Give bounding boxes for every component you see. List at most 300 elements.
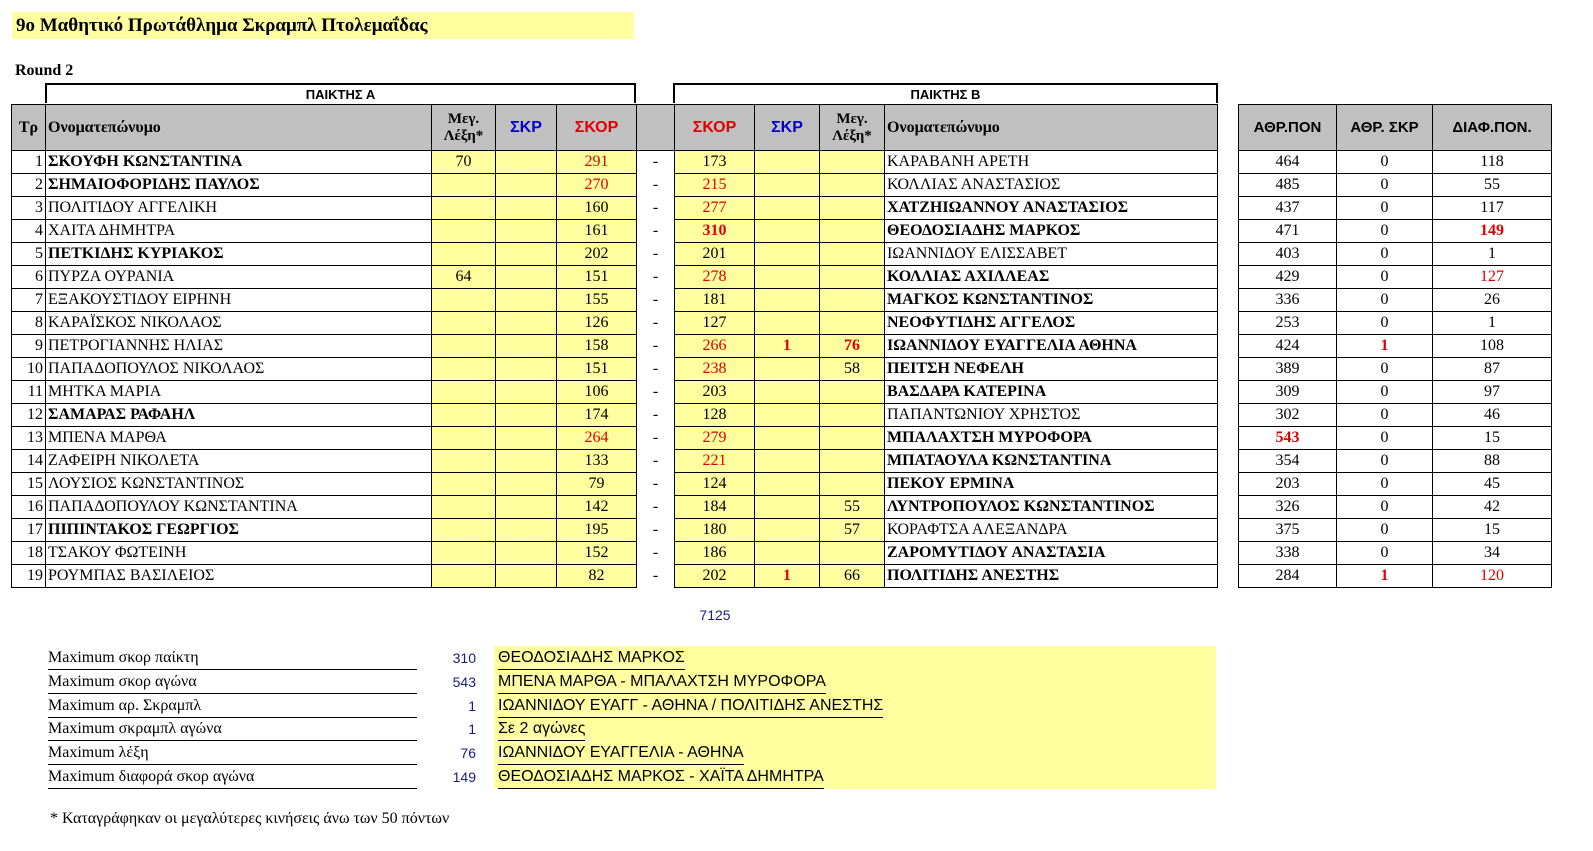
totals-row — [1239, 450, 1552, 473]
player-a-score: 291 — [557, 151, 637, 174]
table-row — [12, 197, 1218, 220]
total-points: 471 — [1239, 220, 1337, 243]
player-b-name: ΜΑΓΚΟΣ ΚΩΝΣΤΑΝΤΙΝΟΣ — [885, 289, 1218, 312]
score-diff: 26 — [1433, 289, 1552, 312]
col-word-b: Μεγ. Λέξη* — [820, 105, 885, 151]
row-table-number: 14 — [12, 450, 46, 473]
results-header-row — [12, 105, 1218, 151]
totals-header-row — [1239, 105, 1552, 151]
total-skr: 0 — [1337, 381, 1433, 404]
player-a-name: ΛΟΥΣΙΟΣ ΚΩΝΣΤΑΝΤΙΝΟΣ — [46, 473, 432, 496]
row-table-number: 8 — [12, 312, 46, 335]
player-a-name: ΠΙΠΙΝΤΑΚΟΣ ΓΕΩΡΓΙΟΣ — [46, 519, 432, 542]
total-points: 437 — [1239, 197, 1337, 220]
player-b-name: ΙΩΑΝΝΙΔΟΥ ΕΛΙΣΣΑΒΕΤ — [885, 243, 1218, 266]
player-a-name: ΣΑΜΑΡΑΣ ΡΑΦΑΗΛ — [46, 404, 432, 427]
total-skr: 0 — [1337, 312, 1433, 335]
separator: - — [637, 358, 675, 381]
total-points: 485 — [1239, 174, 1337, 197]
row-table-number: 19 — [12, 565, 46, 588]
player-b-name: ΚΟΡΑΦΤΣΑ ΑΛΕΞΑΝΔΡΑ — [885, 519, 1218, 542]
total-skr: 0 — [1337, 473, 1433, 496]
player-a-name: ΠΟΛΙΤΙΔΟΥ ΑΓΓΕΛΙΚΗ — [46, 197, 432, 220]
player-a-score: 158 — [557, 335, 637, 358]
player-b-header: ΠΑΙΚΤΗΣ Β — [673, 83, 1218, 103]
player-a-max-word — [432, 312, 496, 335]
summary-label: Maximum λέξη — [48, 741, 417, 765]
totals-row — [1239, 335, 1552, 358]
col-skr-b: ΣΚΡ — [755, 105, 820, 151]
score-diff: 88 — [1433, 450, 1552, 473]
col-diff: ΔΙΑΦ.ΠΟΝ. — [1433, 105, 1552, 151]
totals-row — [1239, 151, 1552, 174]
table-row — [12, 565, 1218, 588]
row-table-number: 1 — [12, 151, 46, 174]
separator: - — [637, 565, 675, 588]
round-label: Round 2 — [15, 62, 74, 79]
table-row — [12, 243, 1218, 266]
player-b-skr — [755, 358, 820, 381]
totals-row — [1239, 542, 1552, 565]
player-b-skr — [755, 266, 820, 289]
separator: - — [637, 496, 675, 519]
row-table-number: 17 — [12, 519, 46, 542]
player-b-max-word — [820, 289, 885, 312]
player-a-skr — [496, 450, 557, 473]
separator: - — [637, 450, 675, 473]
footnote: * Καταγράφηκαν οι μεγαλύτερες κινήσεις άνω των 50 πόντων — [50, 810, 450, 827]
separator: - — [637, 220, 675, 243]
player-a-skr — [496, 243, 557, 266]
total-skr: 1 — [1337, 565, 1433, 588]
player-a-max-word — [432, 220, 496, 243]
table-row — [12, 473, 1218, 496]
player-b-score: 278 — [675, 266, 755, 289]
row-table-number: 4 — [12, 220, 46, 243]
player-a-max-word — [432, 243, 496, 266]
total-skr: 0 — [1337, 427, 1433, 450]
player-a-name: ΣΗΜΑΙΟΦΟΡΙΔΗΣ ΠΑΥΛΟΣ — [46, 174, 432, 197]
totals-row — [1239, 519, 1552, 542]
player-a-name: ΚΑΡΑΪΣΚΟΣ ΝΙΚΟΛΑΟΣ — [46, 312, 432, 335]
player-b-score: 279 — [675, 427, 755, 450]
separator: - — [637, 174, 675, 197]
total-points: 302 — [1239, 404, 1337, 427]
table-row — [12, 266, 1218, 289]
table-row — [12, 381, 1218, 404]
player-a-name: ΠΕΤΚΙΔΗΣ ΚΥΡΙΑΚΟΣ — [46, 243, 432, 266]
player-b-score: 203 — [675, 381, 755, 404]
total-points: 543 — [1239, 427, 1337, 450]
separator: - — [637, 404, 675, 427]
player-b-skr — [755, 473, 820, 496]
totals-row — [1239, 312, 1552, 335]
player-a-max-word — [432, 335, 496, 358]
player-a-name: ΕΞΑΚΟΥΣΤΙΔΟΥ ΕΙΡΗΝΗ — [46, 289, 432, 312]
summary-value: 543 — [452, 673, 476, 690]
player-b-max-word: 58 — [820, 358, 885, 381]
score-diff: 117 — [1433, 197, 1552, 220]
player-b-name: ΚΟΛΛΙΑΣ ΑΝΑΣΤΑΣΙΟΣ — [885, 174, 1218, 197]
player-b-score: 277 — [675, 197, 755, 220]
score-diff: 15 — [1433, 519, 1552, 542]
player-a-skr — [496, 289, 557, 312]
player-a-name: ΣΚΟΥΦΗ ΚΩΝΣΤΑΝΤΙΝΑ — [46, 151, 432, 174]
player-b-max-word — [820, 381, 885, 404]
player-b-max-word — [820, 542, 885, 565]
summary-text: ΜΠΕΝΑ ΜΑΡΘΑ - ΜΠΑΛΑΧΤΣΗ ΜΥΡΟΦΟΡΑ — [498, 670, 826, 694]
player-b-name: ΜΠΑΤΑΟΥΛΑ ΚΩΝΣΤΑΝΤΙΝΑ — [885, 450, 1218, 473]
player-b-name: ΠΕΙΤΣΗ ΝΕΦΕΛΗ — [885, 358, 1218, 381]
col-score-b: ΣΚΟΡ — [675, 105, 755, 151]
player-a-max-word: 64 — [432, 266, 496, 289]
row-table-number: 7 — [12, 289, 46, 312]
col-total-points: ΑΘΡ.ΠΟΝ — [1239, 105, 1337, 151]
table-row — [12, 450, 1218, 473]
player-a-score: 202 — [557, 243, 637, 266]
separator: - — [637, 519, 675, 542]
separator: - — [637, 266, 675, 289]
row-table-number: 10 — [12, 358, 46, 381]
player-b-score: 173 — [675, 151, 755, 174]
summary-text: Σε 2 αγώνες — [498, 717, 585, 741]
total-skr: 0 — [1337, 220, 1433, 243]
totals-row — [1239, 266, 1552, 289]
summary-text: ΘΕΟΔΟΣΙΑΔΗΣ ΜΑΡΚΟΣ — [498, 646, 685, 670]
summary-value: 76 — [460, 745, 476, 762]
player-b-score: 127 — [675, 312, 755, 335]
score-diff: 149 — [1433, 220, 1552, 243]
score-diff: 127 — [1433, 266, 1552, 289]
player-b-skr — [755, 519, 820, 542]
score-diff: 34 — [1433, 542, 1552, 565]
player-a-header: ΠΑΙΚΤΗΣ Α — [45, 83, 636, 103]
separator: - — [637, 542, 675, 565]
total-skr: 0 — [1337, 266, 1433, 289]
player-b-skr — [755, 197, 820, 220]
player-a-score: 133 — [557, 450, 637, 473]
total-points: 336 — [1239, 289, 1337, 312]
total-skr: 1 — [1337, 335, 1433, 358]
player-b-name: ΘΕΟΔΟΣΙΑΔΗΣ ΜΑΡΚΟΣ — [885, 220, 1218, 243]
summary-label: Maximum σκορ παίκτη — [48, 646, 417, 670]
separator: - — [637, 312, 675, 335]
total-points: 354 — [1239, 450, 1337, 473]
player-a-name: ΠΥΡΖΑ ΟΥΡΑΝΙΑ — [46, 266, 432, 289]
player-b-max-word — [820, 174, 885, 197]
player-a-max-word — [432, 565, 496, 588]
total-points: 464 — [1239, 151, 1337, 174]
player-b-score: 310 — [675, 220, 755, 243]
table-row — [12, 542, 1218, 565]
col-name-a: Ονοματεπώνυμο — [46, 105, 432, 151]
player-b-name: ΚΑΡΑΒΑΝΗ ΑΡΕΤΗ — [885, 151, 1218, 174]
player-a-skr — [496, 519, 557, 542]
total-points: 203 — [1239, 473, 1337, 496]
total-points: 253 — [1239, 312, 1337, 335]
score-diff: 108 — [1433, 335, 1552, 358]
col-total-skr: ΑΘΡ. ΣΚΡ — [1337, 105, 1433, 151]
player-b-name: ΧΑΤΖΗΙΩΑΝΝΟΥ ΑΝΑΣΤΑΣΙΟΣ — [885, 197, 1218, 220]
total-skr: 0 — [1337, 243, 1433, 266]
player-a-skr — [496, 496, 557, 519]
player-a-skr — [496, 151, 557, 174]
score-diff: 45 — [1433, 473, 1552, 496]
table-row — [12, 289, 1218, 312]
player-b-max-word: 76 — [820, 335, 885, 358]
player-b-name: ΠΑΠΑΝΤΩΝΙΟΥ ΧΡΗΣΤΟΣ — [885, 404, 1218, 427]
totals-row — [1239, 289, 1552, 312]
player-a-score: 106 — [557, 381, 637, 404]
summary-label: Maximum διαφορά σκορ αγώνα — [48, 765, 417, 789]
player-a-score: 152 — [557, 542, 637, 565]
player-a-max-word — [432, 473, 496, 496]
player-a-score: 79 — [557, 473, 637, 496]
player-a-skr — [496, 358, 557, 381]
player-a-score: 195 — [557, 519, 637, 542]
table-row — [12, 404, 1218, 427]
col-word-a: Μεγ. Λέξη* — [432, 105, 496, 151]
player-b-max-word: 57 — [820, 519, 885, 542]
row-table-number: 11 — [12, 381, 46, 404]
player-b-skr: 1 — [755, 565, 820, 588]
score-diff: 46 — [1433, 404, 1552, 427]
total-points: 424 — [1239, 335, 1337, 358]
total-points: 309 — [1239, 381, 1337, 404]
totals-row — [1239, 174, 1552, 197]
player-b-skr — [755, 243, 820, 266]
player-a-skr — [496, 220, 557, 243]
player-b-skr — [755, 174, 820, 197]
row-table-number: 16 — [12, 496, 46, 519]
separator: - — [637, 243, 675, 266]
separator: - — [637, 381, 675, 404]
separator: - — [637, 473, 675, 496]
player-b-max-word — [820, 473, 885, 496]
row-table-number: 15 — [12, 473, 46, 496]
total-skr: 0 — [1337, 404, 1433, 427]
player-a-score: 264 — [557, 427, 637, 450]
summary-text: ΙΩΑΝΝΙΔΟΥ ΕΥΑΓΓ - ΑΘΗΝΑ / ΠΟΛΙΤΙΔΗΣ ΑΝΕΣΤΗΣ — [498, 694, 883, 718]
player-a-score: 151 — [557, 266, 637, 289]
total-skr: 0 — [1337, 289, 1433, 312]
player-b-name: ΜΠΑΛΑΧΤΣΗ ΜΥΡΟΦΟΡΑ — [885, 427, 1218, 450]
table-row — [12, 358, 1218, 381]
row-table-number: 9 — [12, 335, 46, 358]
player-b-max-word — [820, 312, 885, 335]
player-b-score: 181 — [675, 289, 755, 312]
row-table-number: 3 — [12, 197, 46, 220]
separator: - — [637, 427, 675, 450]
total-points: 403 — [1239, 243, 1337, 266]
player-b-max-word — [820, 220, 885, 243]
totals-row — [1239, 358, 1552, 381]
player-a-max-word — [432, 427, 496, 450]
row-table-number: 2 — [12, 174, 46, 197]
summary-value: 1 — [468, 697, 476, 714]
total-points: 326 — [1239, 496, 1337, 519]
player-b-score: 238 — [675, 358, 755, 381]
player-a-max-word — [432, 358, 496, 381]
row-table-number: 13 — [12, 427, 46, 450]
totals-row — [1239, 565, 1552, 588]
player-b-skr — [755, 496, 820, 519]
player-a-max-word — [432, 542, 496, 565]
player-b-name: ΠΟΛΙΤΙΔΗΣ ΑΝΕΣΤΗΣ — [885, 565, 1218, 588]
player-b-name: ΝΕΟΦΥΤΙΔΗΣ ΑΓΓΕΛΟΣ — [885, 312, 1218, 335]
player-a-score: 161 — [557, 220, 637, 243]
player-a-score: 151 — [557, 358, 637, 381]
totals-row — [1239, 243, 1552, 266]
player-a-max-word — [432, 381, 496, 404]
total-points: 284 — [1239, 565, 1337, 588]
score-diff: 1 — [1433, 243, 1552, 266]
total-skr: 0 — [1337, 542, 1433, 565]
separator: - — [637, 197, 675, 220]
row-table-number: 5 — [12, 243, 46, 266]
table-row — [12, 151, 1218, 174]
totals-row — [1239, 427, 1552, 450]
player-b-max-word — [820, 266, 885, 289]
player-a-max-word — [432, 289, 496, 312]
player-a-skr — [496, 565, 557, 588]
player-a-skr — [496, 197, 557, 220]
score-diff: 97 — [1433, 381, 1552, 404]
total-skr: 0 — [1337, 174, 1433, 197]
summary-label: Maximum αρ. Σκραμπλ — [48, 694, 417, 718]
player-b-skr — [755, 381, 820, 404]
table-row — [12, 427, 1218, 450]
player-b-skr: 1 — [755, 335, 820, 358]
player-a-name: ΠΑΠΑΔΟΠΟΥΛΟΣ ΝΙΚΟΛΑΟΣ — [46, 358, 432, 381]
total-skr: 0 — [1337, 496, 1433, 519]
player-b-score: 201 — [675, 243, 755, 266]
player-a-skr — [496, 404, 557, 427]
table-row — [12, 335, 1218, 358]
player-b-score: 215 — [675, 174, 755, 197]
total-skr: 0 — [1337, 519, 1433, 542]
player-b-name: ΠΕΚΟΥ ΕΡΜΙΝΑ — [885, 473, 1218, 496]
total-points: 429 — [1239, 266, 1337, 289]
player-a-name: ΤΣΑΚΟΥ ΦΩΤΕΙΝΗ — [46, 542, 432, 565]
totals-table — [1238, 104, 1552, 588]
player-a-skr — [496, 473, 557, 496]
summary-value: 1 — [468, 721, 476, 738]
col-name-b: Ονοματεπώνυμο — [885, 105, 1218, 151]
player-a-name: ΜΠΕΝΑ ΜΑΡΘΑ — [46, 427, 432, 450]
player-b-score: 221 — [675, 450, 755, 473]
row-table-number: 6 — [12, 266, 46, 289]
summary-label: Maximum σκραμπλ αγώνα — [48, 717, 417, 741]
player-a-skr — [496, 174, 557, 197]
player-b-name: ΛΥΝΤΡΟΠΟΥΛΟΣ ΚΩΝΣΤΑΝΤΙΝΟΣ — [885, 496, 1218, 519]
player-b-max-word — [820, 197, 885, 220]
player-a-score: 126 — [557, 312, 637, 335]
player-a-score: 82 — [557, 565, 637, 588]
separator: - — [637, 335, 675, 358]
player-a-name: ΧΑΙΤΑ ΔΗΜΗΤΡΑ — [46, 220, 432, 243]
player-b-max-word — [820, 450, 885, 473]
player-b-skr — [755, 427, 820, 450]
player-b-max-word — [820, 151, 885, 174]
player-b-skr — [755, 542, 820, 565]
separator: - — [637, 289, 675, 312]
score-diff: 1 — [1433, 312, 1552, 335]
player-b-max-word — [820, 243, 885, 266]
player-a-max-word — [432, 197, 496, 220]
col-sep — [637, 105, 675, 151]
player-b-max-word: 66 — [820, 565, 885, 588]
summary-value: 149 — [452, 769, 476, 785]
total-points: 338 — [1239, 542, 1337, 565]
player-a-score: 155 — [557, 289, 637, 312]
player-a-max-word — [432, 174, 496, 197]
col-table: Τρ — [12, 105, 46, 151]
player-a-skr — [496, 312, 557, 335]
player-a-name: ΠΕΤΡΟΓΙΑΝΝΗΣ ΗΛΙΑΣ — [46, 335, 432, 358]
score-diff: 87 — [1433, 358, 1552, 381]
summary-value: 310 — [452, 650, 476, 666]
player-a-max-word — [432, 450, 496, 473]
player-a-max-word — [432, 496, 496, 519]
score-diff: 55 — [1433, 174, 1552, 197]
score-diff: 118 — [1433, 151, 1552, 174]
player-a-max-word — [432, 519, 496, 542]
player-b-score: 186 — [675, 542, 755, 565]
table-row — [12, 174, 1218, 197]
total-skr: 0 — [1337, 151, 1433, 174]
table-row — [12, 220, 1218, 243]
player-a-max-word: 70 — [432, 151, 496, 174]
total-skr: 0 — [1337, 358, 1433, 381]
player-b-score: 266 — [675, 335, 755, 358]
score-diff: 120 — [1433, 565, 1552, 588]
player-a-name: ΡΟΥΜΠΑΣ ΒΑΣΙΛΕΙΟΣ — [46, 565, 432, 588]
player-a-skr — [496, 542, 557, 565]
player-b-skr — [755, 151, 820, 174]
total-points: 389 — [1239, 358, 1337, 381]
totals-row — [1239, 197, 1552, 220]
summary-label: Maximum σκορ αγώνα — [48, 670, 417, 694]
table-row — [12, 496, 1218, 519]
table-row — [12, 519, 1218, 542]
col-skr-a: ΣΚΡ — [496, 105, 557, 151]
player-a-skr — [496, 381, 557, 404]
totals-row — [1239, 220, 1552, 243]
player-b-score: 202 — [675, 565, 755, 588]
player-a-name: ΖΑΦΕΙΡΗ ΝΙΚΟΛΕΤΑ — [46, 450, 432, 473]
player-b-name: ΚΟΛΛΙΑΣ ΑΧΙΛΛΕΑΣ — [885, 266, 1218, 289]
player-a-max-word — [432, 404, 496, 427]
player-a-score: 270 — [557, 174, 637, 197]
total-points: 375 — [1239, 519, 1337, 542]
player-b-skr — [755, 450, 820, 473]
player-a-skr — [496, 427, 557, 450]
totals-row — [1239, 473, 1552, 496]
player-a-score: 142 — [557, 496, 637, 519]
player-b-score: 184 — [675, 496, 755, 519]
total-skr: 0 — [1337, 450, 1433, 473]
player-b-skr — [755, 404, 820, 427]
player-b-max-word — [820, 404, 885, 427]
player-a-name: ΜΗΤΚΑ ΜΑΡΙΑ — [46, 381, 432, 404]
player-a-score: 160 — [557, 197, 637, 220]
grand-total: 7125 — [699, 607, 731, 623]
player-b-max-word: 55 — [820, 496, 885, 519]
totals-row — [1239, 404, 1552, 427]
player-a-skr — [496, 266, 557, 289]
separator: - — [637, 151, 675, 174]
